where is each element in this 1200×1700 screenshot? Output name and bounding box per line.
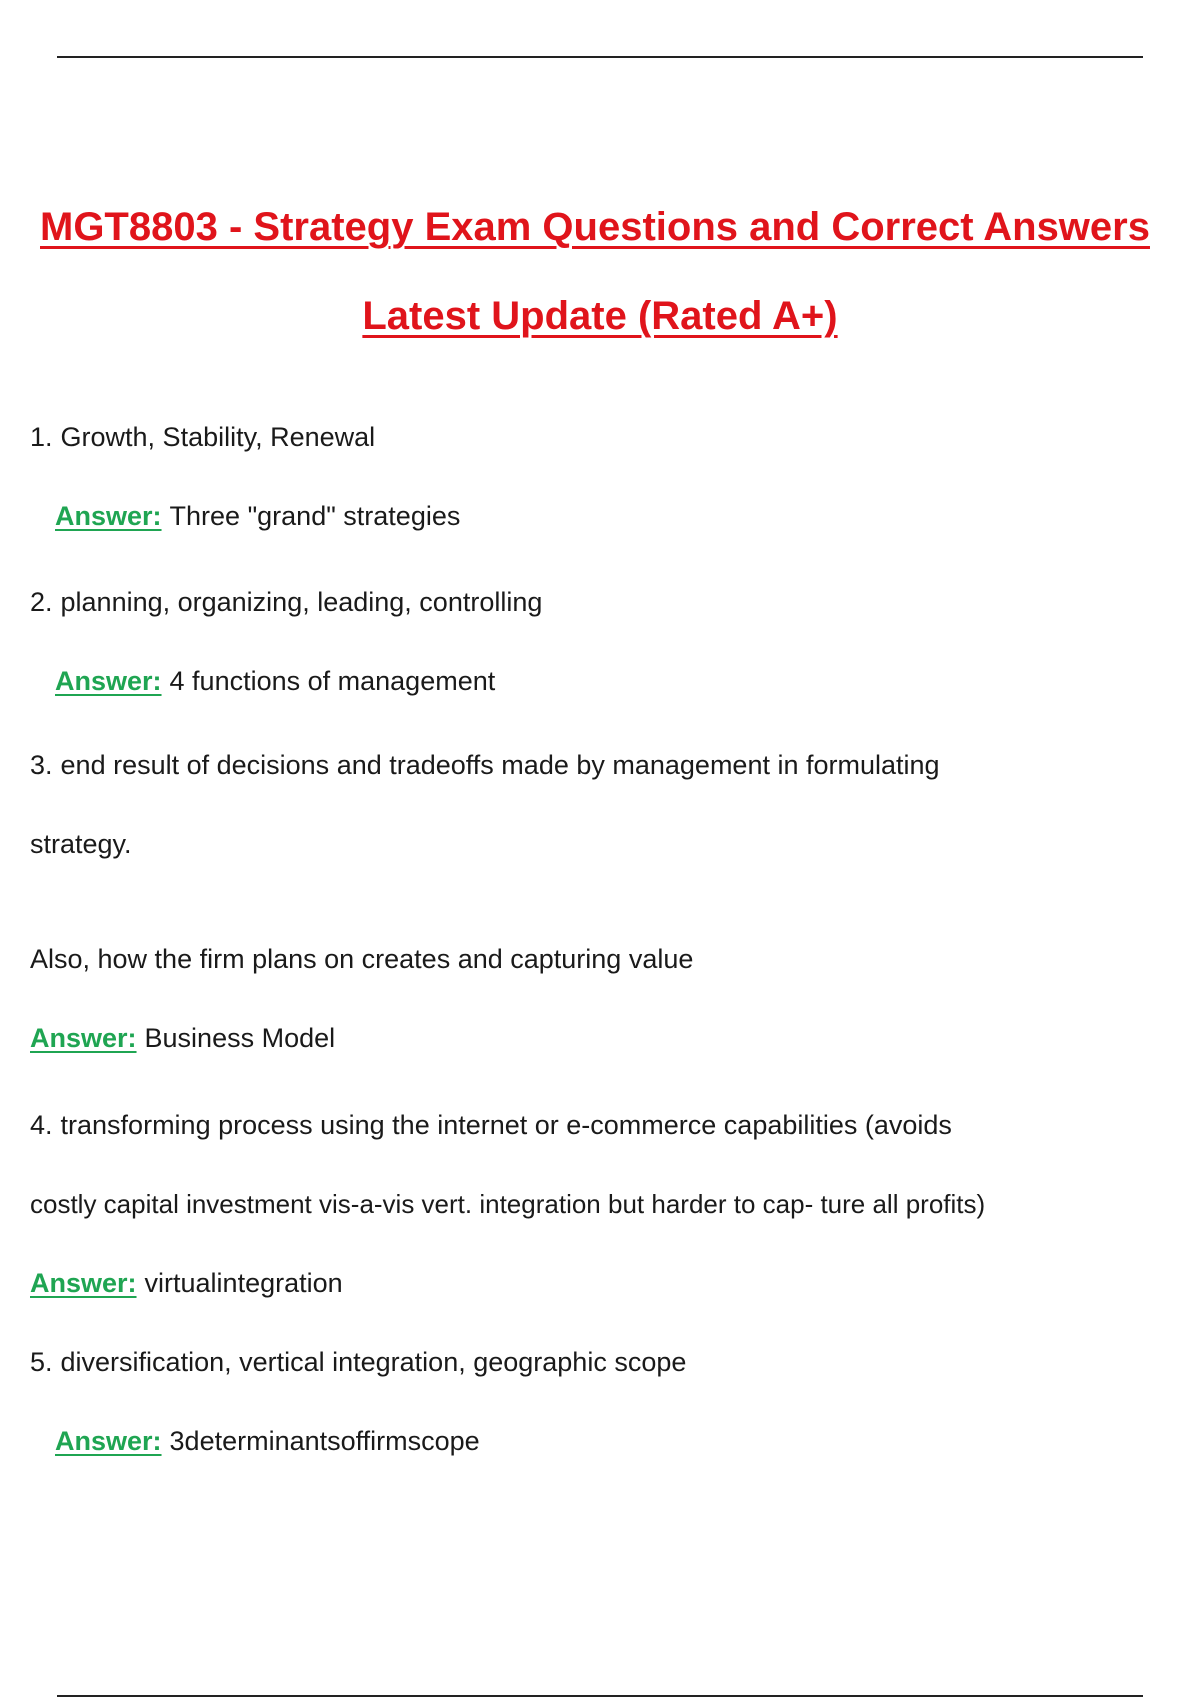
document-title-line-1: MGT8803 - Strategy Exam Questions and Correct Answers [40,205,1150,249]
question-text: Growth, Stability, Renewal [60,422,376,452]
question-number: 5. [30,1347,53,1377]
question-1 [30,420,375,454]
answer-2 [55,664,495,698]
question-text: diversification, vertical integration, geographic scope [60,1347,687,1377]
question-text: planning, organizing, leading, controlling [60,587,543,617]
answer-label: Answer: [55,1426,162,1456]
question-5 [30,1345,686,1379]
question-3 [30,748,940,782]
answer-text: Business Model [144,1023,336,1053]
answer-text: Three "grand" strategies [169,501,461,531]
answer-label: Answer: [55,501,162,531]
answer-text: virtualintegration [144,1268,343,1298]
answer-1 [55,499,460,533]
question-number: 4. [30,1110,53,1140]
question-3-continued [30,827,132,861]
answer-3 [30,1021,335,1055]
question-text: costly capital investment vis-a-vis vert. integration but harder to cap- ture all profits) [30,1189,986,1219]
question-text: transforming process using the internet or e-commerce capabilities (avoids [60,1110,952,1140]
header-rule [57,56,1143,58]
question-4-continued [30,1187,985,1221]
answer-5 [55,1424,480,1458]
question-text: end result of decisions and tradeoffs made by management in formulating [60,750,940,780]
question-3-extra [30,942,693,976]
question-number: 2. [30,587,53,617]
footer-rule [57,1695,1143,1697]
answer-text: 3determinantsoffirmscope [169,1426,480,1456]
question-number: 3. [30,750,53,780]
question-4 [30,1108,952,1142]
question-2 [30,585,542,619]
question-text: Also, how the firm plans on creates and capturing value [30,944,694,974]
document-title-line-2: Latest Update (Rated A+) [362,294,838,338]
answer-label: Answer: [30,1023,137,1053]
answer-4 [30,1266,343,1300]
answer-text: 4 functions of management [169,666,496,696]
question-text: strategy. [30,829,132,859]
answer-label: Answer: [30,1268,137,1298]
question-number: 1. [30,422,53,452]
answer-label: Answer: [55,666,162,696]
